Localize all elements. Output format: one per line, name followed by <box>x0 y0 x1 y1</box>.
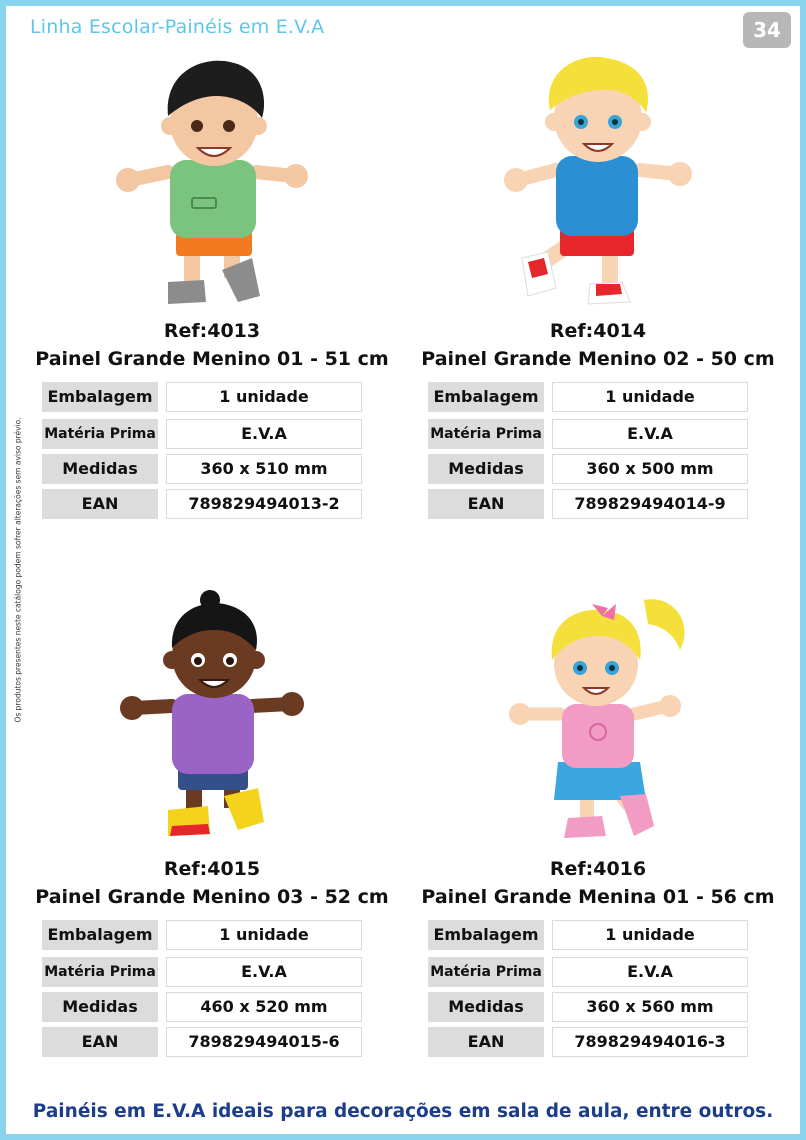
spec-label-ean: EAN <box>42 1027 158 1057</box>
product-name: Painel Grande Menina 01 - 56 cm <box>421 886 775 908</box>
side-disclaimer-text: Os produtos presentes neste catálogo podem sofrer alterações sem aviso prévio. <box>13 417 23 723</box>
product-ref: Ref:4016 <box>549 858 647 880</box>
catalog-section-title: Linha Escolar-Painéis em E.V.A <box>30 16 325 38</box>
page-number-badge: 34 <box>743 12 791 48</box>
spec-label-material: Matéria Prima <box>428 419 544 449</box>
spec-label-ean: EAN <box>428 489 544 519</box>
spec-value-ean: 789829494015-6 <box>166 1027 362 1057</box>
spec-value-packaging: 1 unidade <box>552 382 748 412</box>
spec-label-packaging: Embalagem <box>42 920 158 950</box>
spec-value-material: E.V.A <box>552 957 748 987</box>
spec-label-material: Matéria Prima <box>428 957 544 987</box>
spec-label-dimensions: Medidas <box>428 454 544 484</box>
boy-green-shirt-illustration <box>42 52 382 320</box>
spec-label-ean: EAN <box>42 489 158 519</box>
spec-value-dimensions: 360 x 510 mm <box>166 454 362 484</box>
spec-label-packaging: Embalagem <box>428 920 544 950</box>
spec-value-dimensions: 360 x 500 mm <box>552 454 748 484</box>
spec-label-dimensions: Medidas <box>42 454 158 484</box>
spec-value-material: E.V.A <box>166 419 362 449</box>
product-name: Painel Grande Menino 01 - 51 cm <box>35 348 389 370</box>
spec-label-dimensions: Medidas <box>42 992 158 1022</box>
spec-label-material: Matéria Prima <box>42 419 158 449</box>
blond-boy-blue-shirt-illustration <box>428 52 768 320</box>
product-ref: Ref:4015 <box>163 858 261 880</box>
spec-label-packaging: Embalagem <box>42 382 158 412</box>
spec-label-packaging: Embalagem <box>428 382 544 412</box>
footer-tagline: Painéis em E.V.A ideais para decorações em sala de aula, entre outros. <box>32 1101 774 1122</box>
boy-purple-shirt-illustration <box>42 590 382 858</box>
spec-label-ean: EAN <box>428 1027 544 1057</box>
spec-value-packaging: 1 unidade <box>166 382 362 412</box>
spec-value-packaging: 1 unidade <box>166 920 362 950</box>
spec-value-dimensions: 460 x 520 mm <box>166 992 362 1022</box>
product-name: Painel Grande Menino 03 - 52 cm <box>35 886 389 908</box>
product-ref: Ref:4013 <box>163 320 261 342</box>
spec-value-ean: 789829494014-9 <box>552 489 748 519</box>
spec-value-ean: 789829494013-2 <box>166 489 362 519</box>
product-ref: Ref:4014 <box>549 320 647 342</box>
spec-label-material: Matéria Prima <box>42 957 158 987</box>
spec-value-dimensions: 360 x 560 mm <box>552 992 748 1022</box>
spec-value-material: E.V.A <box>552 419 748 449</box>
spec-value-packaging: 1 unidade <box>552 920 748 950</box>
girl-pink-shirt-illustration <box>428 590 768 858</box>
spec-label-dimensions: Medidas <box>428 992 544 1022</box>
spec-value-material: E.V.A <box>166 957 362 987</box>
product-name: Painel Grande Menino 02 - 50 cm <box>421 348 775 370</box>
spec-value-ean: 789829494016-3 <box>552 1027 748 1057</box>
